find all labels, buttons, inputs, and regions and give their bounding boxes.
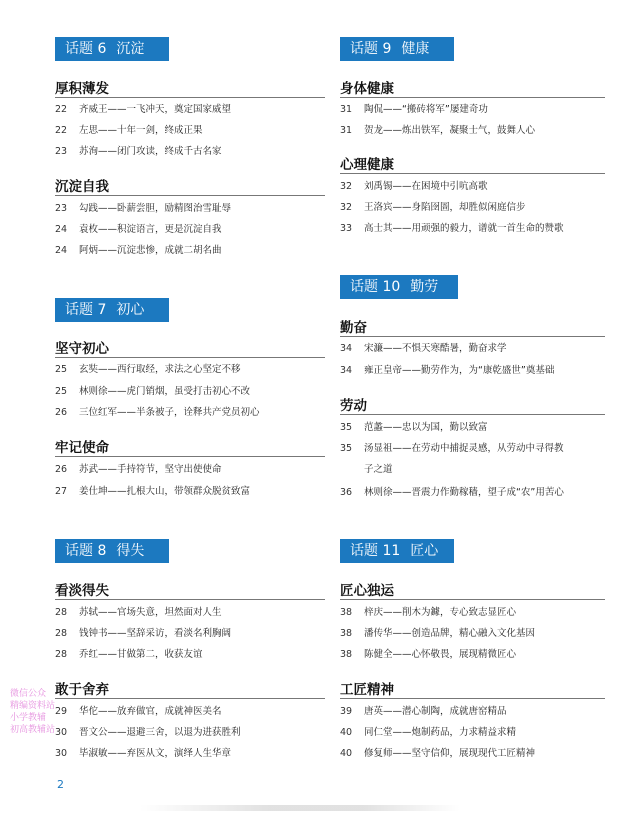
entry-text: 林则徐——虎门销烟，虽受打击初心不改: [79, 386, 251, 397]
entry-text: 乔红——甘做第二，收获友谊: [79, 649, 203, 660]
toc-entry: [340, 442, 564, 456]
entry-text: 陈健全——心怀敬畏，展现精微匠心: [364, 649, 517, 660]
section-title: 工匠精神: [340, 682, 394, 698]
section-title: 劳动: [340, 398, 367, 414]
page-ref: 26: [55, 407, 68, 418]
entry-text: 高士其——用顽强的毅力，谱就一首生命的赞歌: [364, 223, 564, 234]
entry-text: 潘传华——创造品牌，精心融入文化基因: [364, 628, 536, 639]
page-ref: 28: [55, 607, 68, 618]
topic-label: 话题 9: [350, 41, 392, 57]
topic-11-header: [340, 539, 454, 563]
toc-entry: [340, 726, 516, 740]
entry-text: 汤显祖——在劳动中捕捉灵感，从劳动中寻得教: [364, 443, 564, 454]
entry-text: 苏洵——闭门攻读，终成千古名家: [79, 146, 222, 157]
page-ref: 25: [55, 364, 68, 375]
topic-title: 匠心: [410, 543, 439, 559]
section-title: 勤奋: [340, 320, 367, 336]
section-title: 牢记使命: [55, 440, 109, 456]
section-rule: [55, 97, 325, 98]
entry-text: 钱钟书——坚辞采访，看淡名利胸阔: [79, 628, 232, 639]
toc-entry: [55, 363, 241, 377]
toc-entry: [55, 726, 241, 740]
page-ref: 36: [340, 487, 353, 498]
toc-entry: [340, 103, 488, 117]
toc-entry: [340, 486, 564, 500]
entry-text: 唐英——潜心制陶，成就唐窑精品: [364, 706, 507, 717]
entry-text: 三位红军——半条被子，诠释共产党员初心: [79, 407, 260, 418]
section-rule: [340, 97, 605, 98]
page-ref: 32: [340, 202, 353, 213]
toc-entry: [55, 124, 203, 138]
section-rule: [55, 456, 325, 457]
page-ref: 38: [340, 628, 353, 639]
entry-text: 宋濂——不惧天寒酷暑，勤奋求学: [364, 343, 507, 354]
page-ref: 40: [340, 748, 353, 759]
page-ref: 22: [55, 104, 68, 115]
toc-entry: [55, 747, 231, 761]
toc-entry: [340, 180, 488, 194]
toc-entry: [340, 222, 564, 236]
page-ref: 31: [340, 104, 353, 115]
toc-entry: [55, 244, 222, 258]
page-ref: 30: [55, 748, 68, 759]
watermark-line: 精编资料站: [10, 701, 56, 711]
toc-entry: [55, 606, 222, 620]
section-title: 敢于舍弃: [55, 682, 109, 698]
entry-text: 王洛宾——身陷囹圄，却胜似闲庭信步: [364, 202, 526, 213]
page-ref: 35: [340, 422, 353, 433]
page-ref: 29: [55, 706, 68, 717]
toc-entry: [55, 705, 222, 719]
topic-8-header: [55, 539, 169, 563]
topic-6-header: [55, 37, 169, 61]
topic-label: 话题 7: [65, 302, 107, 318]
section-rule: [55, 599, 325, 600]
entry-text: 齐威王——一飞冲天，奠定国家威望: [79, 104, 232, 115]
entry-text: 苏武——手持符节，坚守出使使命: [79, 464, 222, 475]
entry-text: 阿炳——沉淀悲惨，成就二胡名曲: [79, 245, 222, 256]
section-rule: [55, 357, 325, 358]
toc-entry: [55, 385, 250, 399]
topic-9-header: [340, 37, 454, 61]
entry-text: 袁枚——积淀语言，更是沉淀自我: [79, 224, 222, 235]
toc-entry: [55, 103, 231, 117]
topic-label: 话题 6: [65, 41, 107, 57]
toc-entry: [55, 406, 260, 420]
page-ref: 31: [340, 125, 353, 136]
entry-text: 范蠡——忠以为国，勤以致富: [364, 422, 488, 433]
section-title: 身体健康: [340, 81, 394, 97]
section-title: 心理健康: [340, 157, 394, 173]
watermark-line: 初高教辅站: [10, 725, 56, 735]
page-ref: 28: [55, 649, 68, 660]
section-title: 厚积薄发: [55, 81, 109, 97]
toc-entry: [340, 648, 516, 662]
page-ref: 23: [55, 146, 68, 157]
entry-text: 刘禹锡——在困境中引吭高歌: [364, 181, 488, 192]
topic-label: 话题 11: [350, 543, 401, 559]
section-rule: [340, 698, 605, 699]
entry-text: 梓庆——削木为鐻，专心致志显匠心: [364, 607, 517, 618]
entry-text: 毕淑敏——弃医从文，演绎人生华章: [79, 748, 232, 759]
topic-7-header: [55, 298, 169, 322]
watermark: [10, 688, 55, 736]
toc-entry: [55, 463, 222, 477]
toc-entry: [55, 202, 231, 216]
section-rule: [340, 414, 605, 415]
section-rule: [340, 599, 605, 600]
section-title: 沉淀自我: [55, 179, 109, 195]
page-ref: 30: [55, 727, 68, 738]
page-number: 2: [57, 778, 64, 791]
entry-text: 华佗——放弃做官，成就神医美名: [79, 706, 222, 717]
entry-text: 修复师——坚守信仰，展现现代工匠精神: [364, 748, 536, 759]
toc-entry: [55, 223, 222, 237]
page-ref: 26: [55, 464, 68, 475]
page-ref: 28: [55, 628, 68, 639]
page-ref: 25: [55, 386, 68, 397]
entry-text: 苏轼——官场失意，坦然面对人生: [79, 607, 222, 618]
page-ref: 34: [340, 365, 353, 376]
toc-entry: [340, 421, 488, 435]
page-ref: 38: [340, 649, 353, 660]
topic-label: 话题 10: [350, 279, 401, 295]
topic-10-header: [340, 275, 458, 299]
bottom-decoration: [140, 805, 460, 811]
watermark-line: 小学教辅: [10, 713, 47, 723]
toc-entry: [340, 364, 554, 378]
toc-entry-continuation: [340, 463, 393, 477]
entry-text: 子之道: [364, 464, 393, 475]
toc-entry: [340, 606, 516, 620]
page-ref: 27: [55, 486, 68, 497]
page-ref: 23: [55, 203, 68, 214]
toc-entry: [340, 201, 526, 215]
entry-text: 同仁堂——炮制药品，力求精益求精: [364, 727, 517, 738]
toc-entry: [340, 627, 535, 641]
topic-label: 话题 8: [65, 543, 107, 559]
page-ref: 32: [340, 181, 353, 192]
page-ref: 34: [340, 343, 353, 354]
toc-entry: [55, 145, 222, 159]
topic-title: 健康: [401, 41, 430, 57]
page-ref: 24: [55, 224, 68, 235]
section-rule: [340, 336, 605, 337]
watermark-line: 微信公众: [10, 689, 47, 699]
toc-entry: [340, 124, 535, 138]
page-ref: 22: [55, 125, 68, 136]
toc-entry: [340, 705, 507, 719]
entry-text: 玄奘——西行取经，求法之心坚定不移: [79, 364, 241, 375]
toc-entry: [340, 342, 507, 356]
toc-entry: [55, 627, 231, 641]
section-rule: [340, 173, 605, 174]
topic-title: 得失: [116, 543, 145, 559]
toc-entry: [55, 485, 250, 499]
page-ref: 35: [340, 443, 353, 454]
entry-text: 左思——十年一剑，终成正果: [79, 125, 203, 136]
topic-title: 初心: [116, 302, 145, 318]
entry-text: 勾践——卧薪尝胆，励精图治雪耻辱: [79, 203, 232, 214]
section-title: 看淡得失: [55, 583, 109, 599]
entry-text: 雍正皇帝——勤劳作为，为“康乾盛世”奠基础: [364, 365, 555, 376]
section-title: 坚守初心: [55, 341, 109, 357]
entry-text: 贺龙——炼出铁军，凝聚士气，鼓舞人心: [364, 125, 536, 136]
page-ref: 40: [340, 727, 353, 738]
page-ref: 38: [340, 607, 353, 618]
topic-title: 沉淀: [116, 41, 145, 57]
entry-text: 林则徐——晋震力作勤稼穑，望子成“农”用苦心: [364, 487, 564, 498]
toc-entry: [55, 648, 203, 662]
page-ref: 24: [55, 245, 68, 256]
entry-text: 晋文公——退避三舍，以退为进获胜利: [79, 727, 241, 738]
section-title: 匠心独运: [340, 583, 394, 599]
entry-text: 陶侃——“搬砖将军”屡建奇功: [364, 104, 488, 115]
section-rule: [55, 698, 325, 699]
topic-title: 勤劳: [410, 279, 439, 295]
toc-entry: [340, 747, 535, 761]
section-rule: [55, 195, 325, 196]
page-ref: 33: [340, 223, 353, 234]
page-ref: 39: [340, 706, 353, 717]
entry-text: 姜仕坤——扎根大山，带领群众脱贫致富: [79, 486, 251, 497]
